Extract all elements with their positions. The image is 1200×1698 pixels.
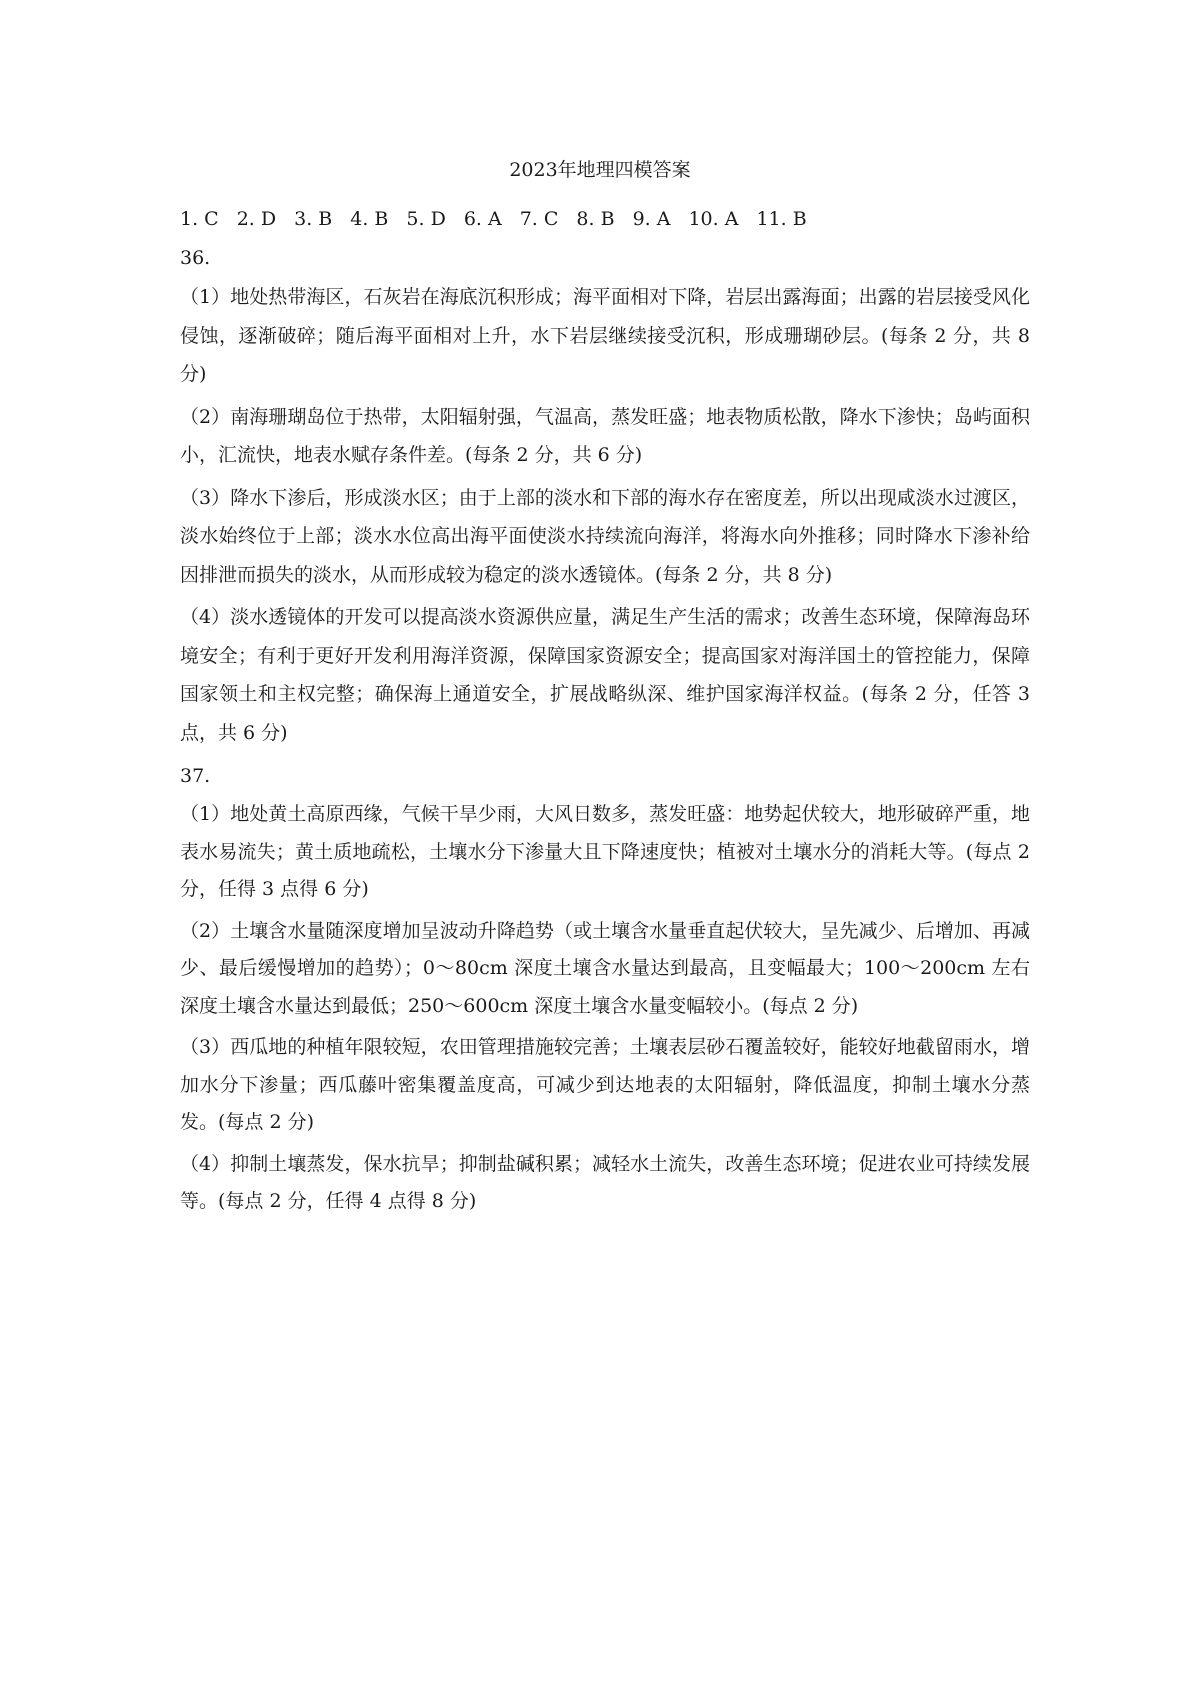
- question-36-part-4: （4）淡水透镜体的开发可以提高淡水资源供应量，满足生产生活的需求；改善生态环境，保障海岛环 境安全；有利于更好开发利用海洋资源，保障国家资源安全；提高国家对海洋国土的管控能力，保障国家领土和主权完整；确保海上通道安全，扩展战略纵深、维护国家海洋权益。(每条 2 分，任答 3 点，共 6 分): [180, 606, 1030, 744]
- question-36-part-3: （3）降水下渗后，形成淡水区；由于上部的淡水和下部的海水存在密度差，所以出现咸淡水过渡区，淡水始终位于上部；淡水水位高出海平面使淡水持续流向海洋，将海水向外推移；同时降水下渗补给因排泄而损失的淡水，从而形成较为稳定的淡水透镜体。(每条 2 分，共 8 分): [180, 486, 1030, 586]
- question-37-part-1: （1）地处黄土高原西缘，气候干旱少雨，大风日数多，蒸发旺盛：地势起伏较大，地形破碎严重，地表水易流失；黄土质地疏松，土壤水分下渗量大且下降速度快；植被对土壤水分的消耗大等。(每点 2 分，任得 3 点得 6 分): [180, 803, 1030, 900]
- question-36-section: [180, 238, 1030, 752]
- choice-answer: 6. A: [463, 208, 502, 230]
- question-36-part-2: （2）南海珊瑚岛位于热带，太阳辐射强，气温高，蒸发旺盛；地表物质松散，降水下渗快；岛屿面积小，汇流快，地表水赋存条件差。(每条 2 分，共 6 分): [180, 405, 1030, 466]
- choice-answer: 2. D: [236, 208, 277, 230]
- question-36-number: 36.: [180, 247, 211, 269]
- choice-answer: 11. B: [756, 208, 807, 230]
- question-37-section: [180, 756, 1030, 1221]
- question-36-part-1: （1）地处热带海区，石灰岩在海底沉积形成；海平面相对下降，岩层出露海面；出露的岩层接受风化侵蚀，逐渐破碎；随后海平面相对上升，水下岩层继续接受沉积，形成珊瑚砂层。(每条 2 分，共 8 分): [180, 286, 1030, 385]
- page-title: 2023年地理四模答案: [509, 159, 691, 181]
- multiple-choice-answers: [180, 200, 1030, 238]
- question-37-number: 37.: [180, 765, 211, 787]
- choice-answer: 4. B: [350, 208, 389, 230]
- choice-answer: 8. B: [576, 208, 615, 230]
- choice-answer: 3. B: [294, 208, 333, 230]
- choice-answer: 10. A: [688, 208, 739, 230]
- choice-answer: 9. A: [632, 208, 671, 230]
- question-37-part-4: （4）抑制土壤蒸发，保水抗旱；抑制盐碱积累；减轻水土流失，改善生态环境；促进农业可持续发展等。(每点 2 分，任得 4 点得 8 分): [180, 1152, 1030, 1212]
- choice-answer: 1. C: [180, 208, 219, 230]
- answer-content: [180, 200, 1030, 1225]
- question-37-part-3: （3）西瓜地的种植年限较短，农田管理措施较完善；土壤表层砂石覆盖较好，能较好地截留雨水，增加水分下渗量；西瓜藤叶密集覆盖度高，可减少到达地表的太阳辐射，降低温度，抑制土壤水分蒸发。(每点 2 分): [180, 1036, 1030, 1133]
- choice-answer: 7. C: [519, 208, 559, 230]
- question-37-part-2: （2）土壤含水量随深度增加呈波动升降趋势（或土壤含水量垂直起伏较大，呈先减少、后增加、再减少、最后缓慢增加的趋势）；0～80cm 深度土壤含水量达到最高，且变幅最大；100～200cm 左右深度土壤含水量达到最低；250～600cm 深度土壤含水量变幅较小。(每点 2 分): [180, 919, 1030, 1017]
- choice-answer: 5. D: [406, 208, 446, 230]
